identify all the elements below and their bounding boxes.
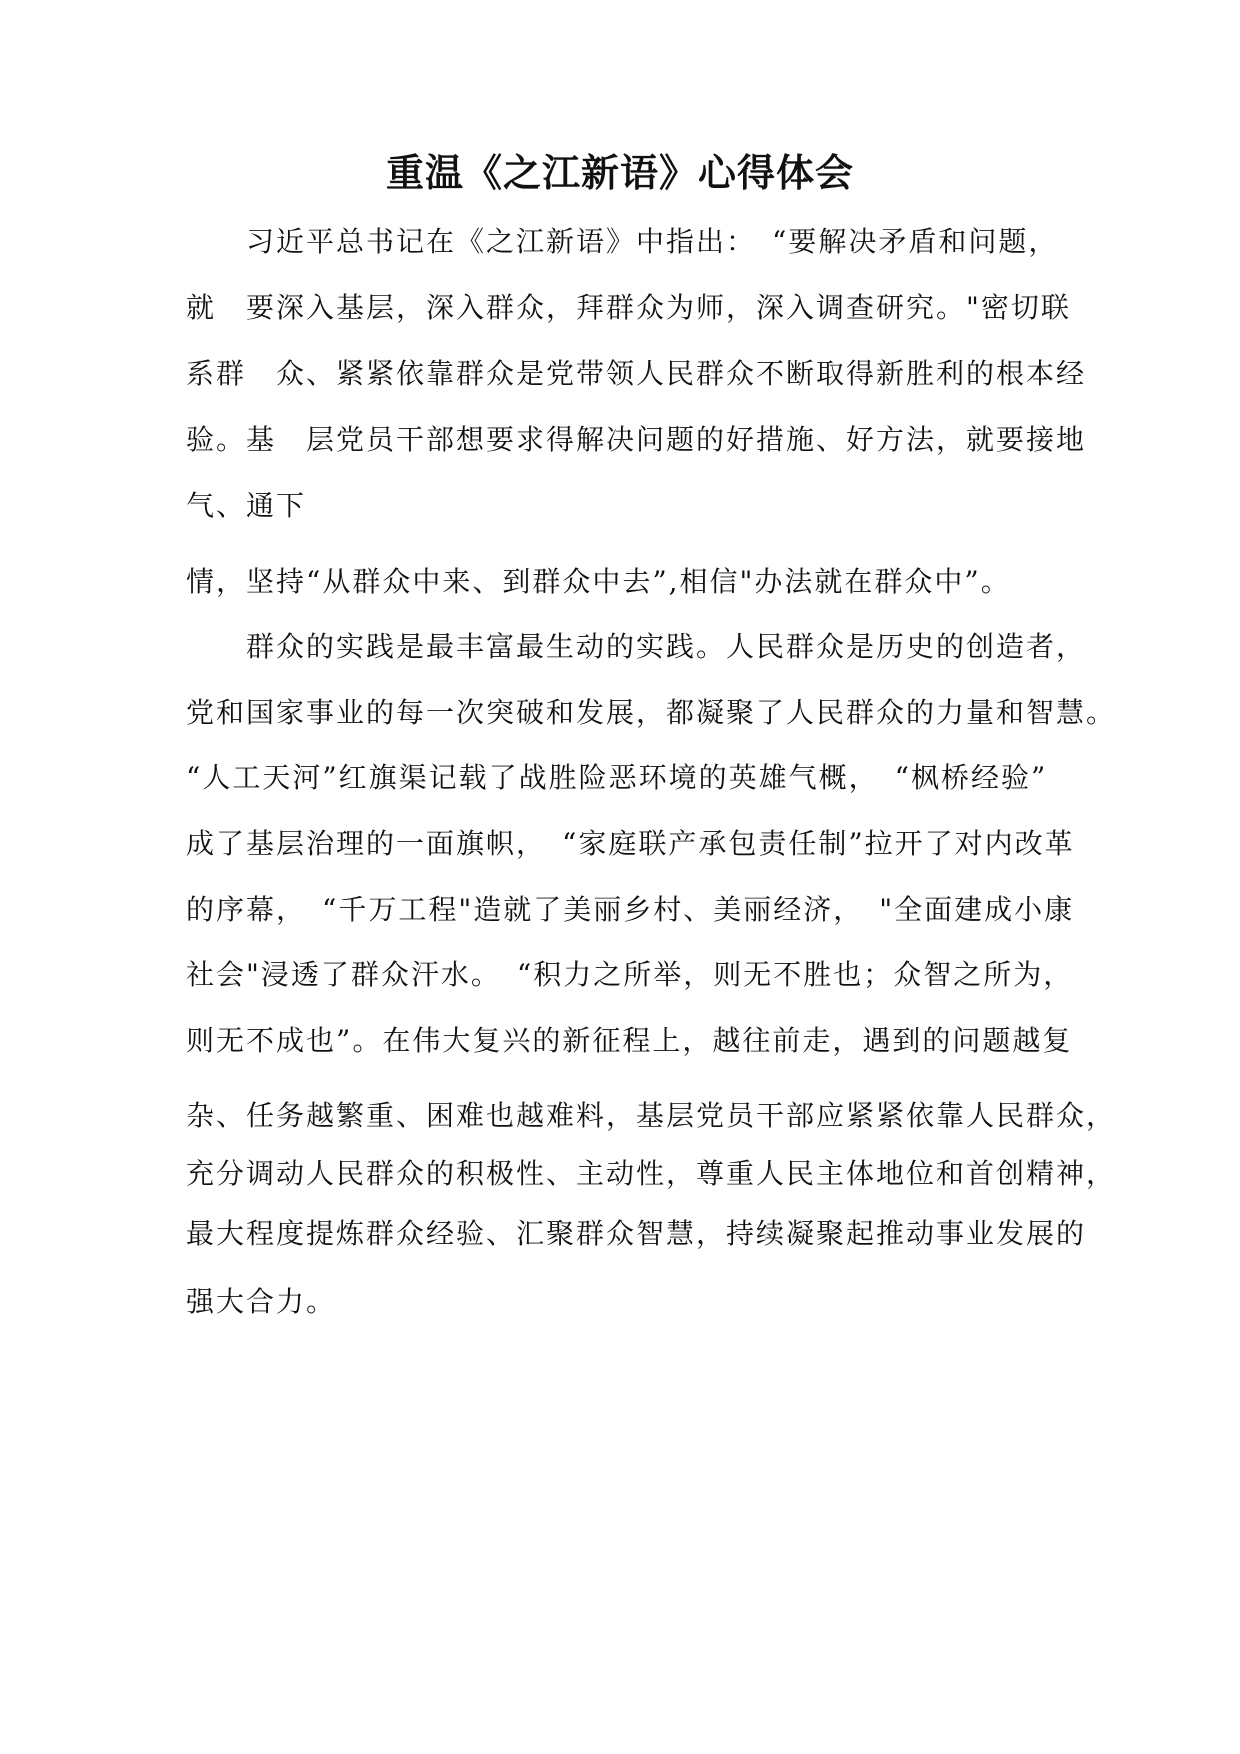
- document-title: 重温《之江新语》心得体会: [385, 150, 854, 195]
- body-line: 习近平总书记在《之江新语》中指出： “要解决矛盾和问题，: [186, 225, 1059, 258]
- body-line: 情，坚持“从群众中来、到群众中去”,相信"办法就在群众中”。: [186, 565, 1011, 598]
- body-line: “人工天河”红旗渠记载了战胜险恶环境的英雄气概， “枫桥经验”: [186, 761, 1048, 794]
- body-line: 群众的实践是最丰富最生动的实践。人民群众是历史的创造者，: [186, 630, 1087, 663]
- body-line: 系群 众、紧紧依靠群众是党带领人民群众不断取得新胜利的根本经: [186, 357, 1087, 390]
- body-line: 强大合力。: [186, 1285, 337, 1318]
- body-line: 验。基 层党员干部想要求得解决问题的好措施、好方法，就要接地: [186, 423, 1087, 456]
- body-line: 的序幕， “千万工程"造就了美丽乡村、美丽经济， "全面建成小康: [186, 893, 1075, 926]
- body-line: 社会"浸透了群众汗水。 “积力之所举，则无不胜也；众智之所为，: [186, 958, 1074, 991]
- body-line: 则无不成也”。在伟大复兴的新征程上，越往前走，遇到的问题越复: [186, 1024, 1073, 1057]
- body-line: 充分调动人民群众的积极性、主动性，尊重人民主体地位和首创精神，: [186, 1157, 1117, 1190]
- body-line: 党和国家事业的每一次突破和发展，都凝聚了人民群众的力量和智慧。: [186, 696, 1117, 729]
- body-line: 就 要深入基层，深入群众，拜群众为师，深入调查研究。"密切联: [186, 291, 1071, 324]
- body-line: 杂、任务越繁重、困难也越难料，基层党员干部应紧紧依靠人民群众，: [186, 1099, 1117, 1132]
- body-line: 气、通下: [186, 489, 307, 522]
- body-line: 最大程度提炼群众经验、汇聚群众智慧，持续凝聚起推动事业发展的: [186, 1217, 1087, 1250]
- body-line: 成了基层治理的一面旗帜， “家庭联产承包责任制”拉开了对内改革: [186, 827, 1075, 860]
